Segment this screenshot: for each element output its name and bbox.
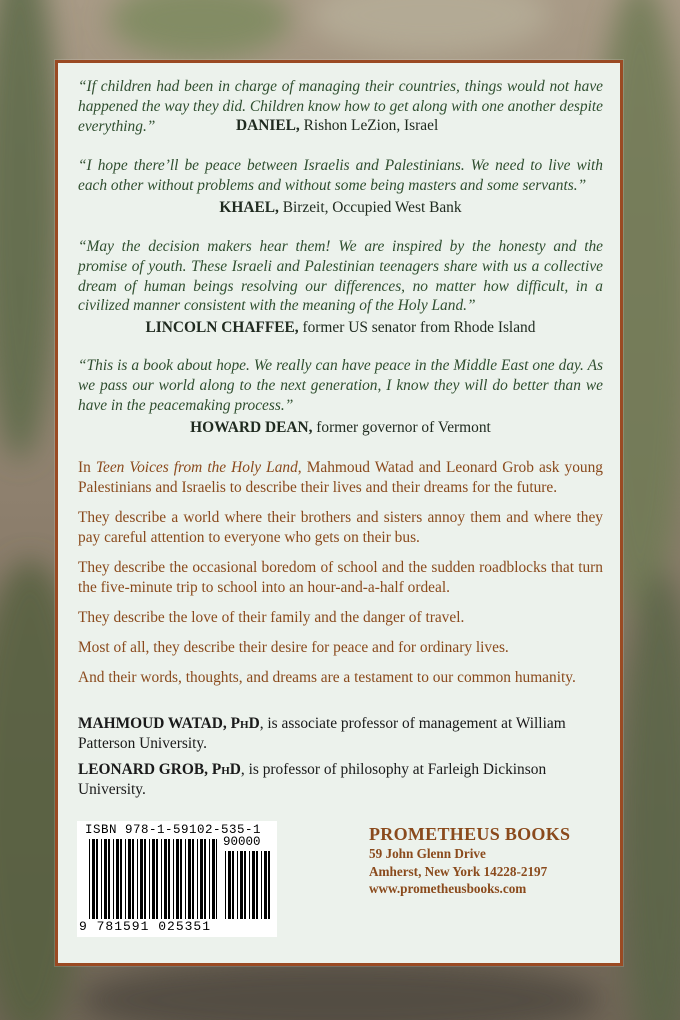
barcode-bar xyxy=(264,851,267,919)
publisher-name: PROMETHEUS BOOKS xyxy=(369,824,571,844)
barcode-bar xyxy=(200,839,203,919)
book-title: Teen Voices from the Holy Land xyxy=(95,458,298,476)
description-paragraph-6: And their words, thoughts, and dreams are a testament to our common humanity. xyxy=(78,668,576,686)
barcode-bar xyxy=(209,839,210,919)
barcode-bar xyxy=(164,839,167,919)
barcode-bar xyxy=(188,839,191,919)
barcode-bar xyxy=(116,839,119,919)
barcode-bar xyxy=(101,839,102,919)
barcode-bar xyxy=(125,839,126,919)
back-cover-panel xyxy=(55,60,623,966)
quote-lincoln-chaffee: “May the decision makers hear them! We are inspired by the honesty and the promise of youth. These Israeli and Palestinian teenagers share with us a collective dream of human beings resolving our differences, no matter how difficult, in a civilized manner consistent with the meaning of the Holy Land.” xyxy=(78,237,603,315)
barcode-bar xyxy=(113,839,114,919)
quote-daniel: “If children had been in charge of managing their countries, things would not have happened the way they did. Children know how to get along with one another despite everything.” xyxy=(78,78,603,135)
barcode-bar xyxy=(168,839,170,919)
barcode-bar xyxy=(128,839,131,919)
price-barcode-bars xyxy=(225,851,273,919)
barcode-bar xyxy=(149,839,150,919)
barcode-bar xyxy=(137,839,138,919)
barcode-bar xyxy=(192,839,194,919)
isbn-label: ISBN 978-1-59102-535-1 xyxy=(85,823,262,837)
barcode-bar xyxy=(185,839,186,919)
barcode-bar xyxy=(252,851,255,919)
barcode-bar xyxy=(212,839,215,919)
ean-digits: 9 781591 025351 xyxy=(79,919,212,934)
barcode-bar xyxy=(204,839,206,919)
publisher-block xyxy=(369,823,609,898)
barcode-bar xyxy=(249,851,250,919)
barcode-bar xyxy=(140,839,143,919)
description-paragraph-5: Most of all, they describe their desire for peace and for ordinary lives. xyxy=(78,638,509,656)
barcode-bar xyxy=(120,839,122,919)
publisher-street: 59 John Glenn Drive xyxy=(369,846,486,861)
attribution-howard-dean: HOWARD DEAN, former governor of Vermont xyxy=(190,418,491,436)
barcode-bar xyxy=(132,839,134,919)
barcode-bar xyxy=(197,839,198,919)
isbn-barcode xyxy=(77,821,277,937)
quote-khael: “I hope there’ll be peace between Israelis and Palestinians. We need to live with each other without problems and without some being masters and some servants.” xyxy=(78,157,603,195)
barcode-bar xyxy=(96,839,98,919)
ean-barcode-bars xyxy=(89,839,217,919)
panel-content xyxy=(78,77,603,800)
barcode-bar xyxy=(237,851,238,919)
attribution-lincoln-chaffee: LINCOLN CHAFFEE, former US senator from Rhode Island xyxy=(145,319,536,337)
attribution-khael: KHAEL, Birzeit, Occupied West Bank xyxy=(219,198,462,216)
barcode-bar xyxy=(244,851,246,919)
publisher-website: www.prometheusbooks.com xyxy=(369,881,527,896)
barcode-bar xyxy=(256,851,258,919)
barcode-bar xyxy=(156,839,158,919)
barcode-bar xyxy=(89,839,90,919)
barcode-bar xyxy=(173,839,174,919)
author-bio-grob: LEONARD GROB, PhD, is professor of philosophy at Farleigh Dickinson University. xyxy=(78,760,547,798)
barcode-bar xyxy=(240,851,243,919)
description-intro: In Teen Voices from the Holy Land, Mahmoud Watad and Leonard Grob ask young Palestinians and Israelis to describe their lives and their dreams for the future. xyxy=(78,458,603,496)
barcode-bar xyxy=(161,839,162,919)
barcode-bar xyxy=(176,839,179,919)
barcode-bar xyxy=(104,839,107,919)
price-code: 90000 xyxy=(223,835,261,849)
description-paragraph-3: They describe the occasional boredom of school and the sudden roadblocks that turn the five-minute trip to school into an hour-and-a-half ordeal. xyxy=(78,558,603,596)
attribution-daniel: DANIEL, Rishon LeZion, Israel xyxy=(236,117,439,135)
author-bio-watad: MAHMOUD WATAD, PhD, is associate professor of management at William Patterson University. xyxy=(78,714,566,752)
description-paragraph-2: They describe a world where their brothers and sisters annoy them and where they pay careful attention to everyone who gets on their bus. xyxy=(78,508,603,546)
barcode-bar xyxy=(261,851,262,919)
quote-howard-dean: “This is a book about hope. We really can have peace in the Middle East one day. As we pass our world along to the next generation, I know they will do better than we have in the peacemaking process.” xyxy=(78,357,603,414)
barcode-bar xyxy=(228,851,231,919)
barcode-bar xyxy=(92,839,95,919)
barcode-bar xyxy=(144,839,146,919)
barcode-bar xyxy=(268,851,270,919)
publisher-city: Amherst, New York 14228-2197 xyxy=(369,863,548,879)
barcode-bar xyxy=(216,839,217,919)
barcode-bar xyxy=(232,851,234,919)
barcode-bar xyxy=(180,839,182,919)
barcode-bar xyxy=(152,839,155,919)
barcode-bar xyxy=(108,839,110,919)
barcode-bar xyxy=(225,851,226,919)
description-paragraph-4: They describe the love of their family and the danger of travel. xyxy=(78,608,465,626)
